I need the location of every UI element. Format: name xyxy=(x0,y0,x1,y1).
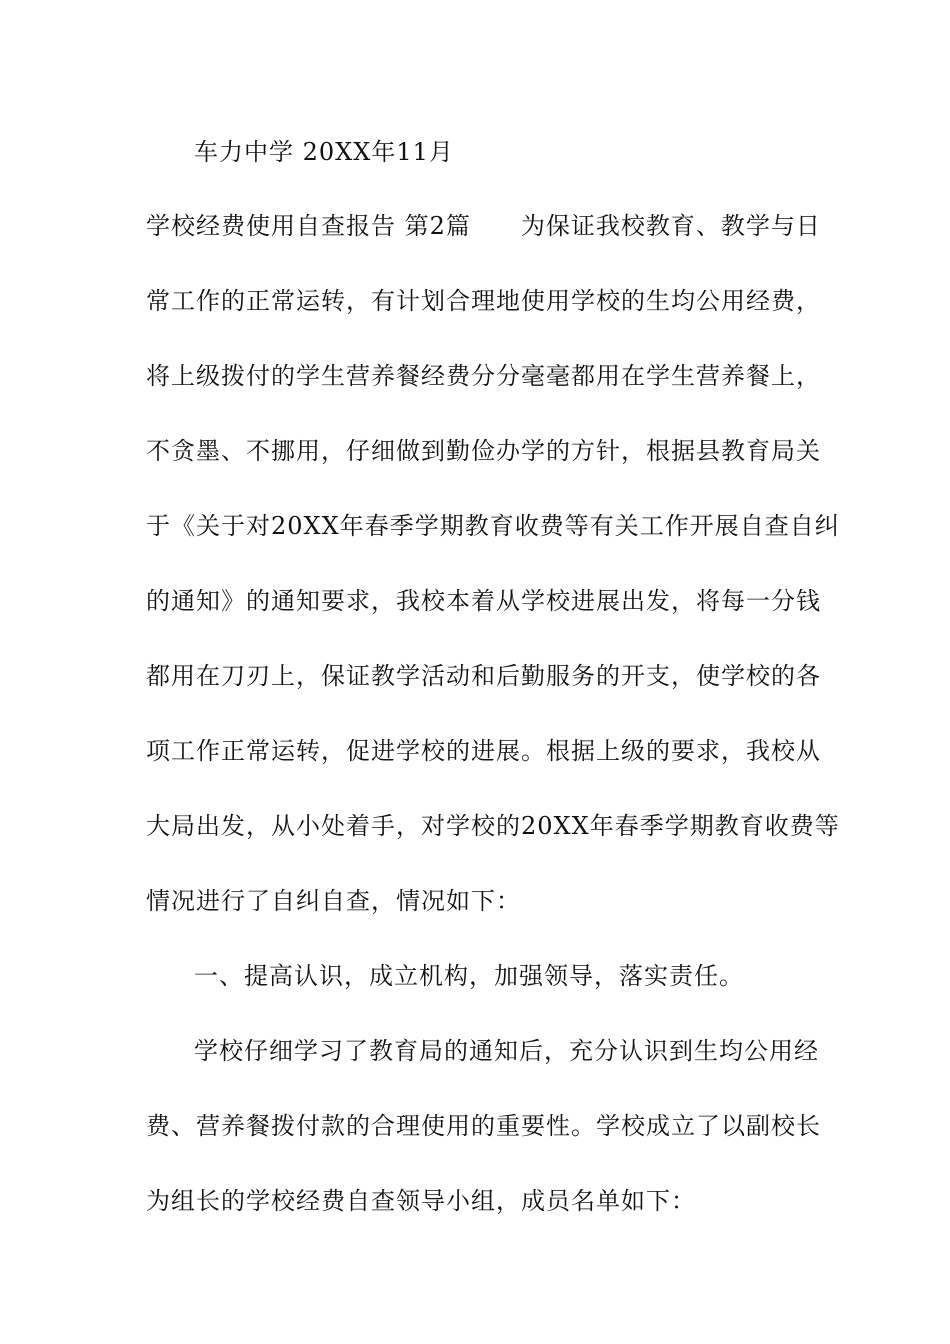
body-line: 情况进行了自纠自查，情况如下： xyxy=(146,887,521,915)
signature-line: 车力中学 20XX年11月 xyxy=(194,138,454,166)
body-line: 项工作正常运转，促进学校的进展。根据上级的要求，我校从 xyxy=(146,737,821,765)
body-line: 常工作的正常运转，有计划合理地使用学校的生均公用经费， xyxy=(146,287,821,315)
body-line: 的通知》的通知要求，我校本着从学校进展出发，将每一分钱 xyxy=(146,587,821,615)
body-line: 将上级拨付的学生营养餐经费分分毫毫都用在学生营养餐上， xyxy=(146,362,821,390)
body-line: 于《关于对20XX年春季学期教育收费等有关工作开展自查自纠 xyxy=(146,512,840,540)
body-line: 费、营养餐拨付款的合理使用的重要性。学校成立了以副校长 xyxy=(146,1112,821,1140)
body-line: 都用在刀刃上，保证教学活动和后勤服务的开支，使学校的各 xyxy=(146,662,821,690)
body-line: 为组长的学校经费自查领导小组，成员名单如下： xyxy=(146,1187,696,1215)
body-line: 不贪墨、不挪用，仔细做到勤俭办学的方针，根据县教育局关 xyxy=(146,437,821,465)
body-line: 学校仔细学习了教育局的通知后，充分认识到生均公用经 xyxy=(194,1037,819,1065)
heading-line: 一、提高认识，成立机构，加强领导，落实责任。 xyxy=(194,962,744,990)
section-title-line: 学校经费使用自查报告 第2篇 为保证我校教育、教学与日 xyxy=(146,212,821,240)
body-line: 大局出发，从小处着手，对学校的20XX年春季学期教育收费等 xyxy=(146,812,840,840)
